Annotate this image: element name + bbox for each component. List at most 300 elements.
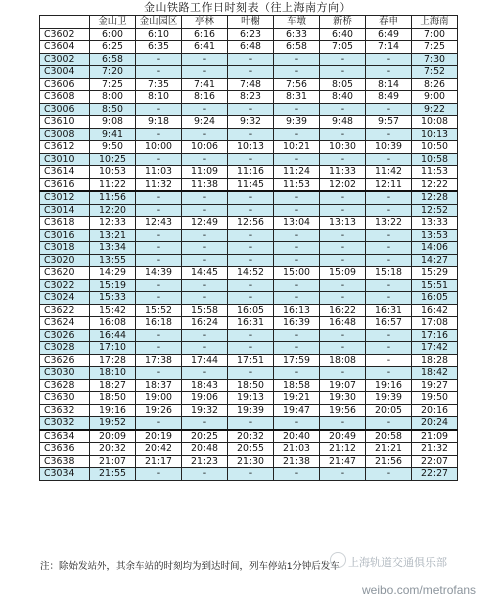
time-cell: - (182, 417, 228, 430)
time-cell: - (136, 342, 182, 355)
time-cell: - (274, 191, 320, 204)
time-cell: - (366, 204, 412, 217)
time-cell: - (366, 191, 412, 204)
table-row (40, 267, 458, 280)
time-cell: 10:58 (412, 153, 458, 166)
train-number: C3014 (40, 204, 90, 217)
time-cell: - (228, 417, 274, 430)
time-cell: 17:51 (228, 354, 274, 367)
table-row (40, 103, 458, 116)
header-station: 亭林 (182, 16, 228, 29)
time-cell: 8:10 (136, 91, 182, 104)
footnote: 注：除始发站外，其余车站的时刻均为到达时间，列车停站1分钟后发车 (40, 561, 340, 572)
time-cell: 6:41 (182, 41, 228, 54)
time-cell: 19:06 (182, 392, 228, 405)
time-cell: 11:09 (182, 166, 228, 179)
time-cell: - (182, 229, 228, 242)
time-cell: - (366, 53, 412, 66)
time-cell: 10:53 (90, 166, 136, 179)
time-cell: 7:56 (274, 78, 320, 91)
time-cell: 20:25 (182, 430, 228, 443)
table-row (40, 153, 458, 166)
time-cell: - (228, 292, 274, 305)
time-cell: 20:48 (182, 443, 228, 456)
time-cell: - (182, 329, 228, 342)
train-number: C3638 (40, 455, 90, 468)
train-number: C3006 (40, 103, 90, 116)
time-cell: 18:42 (412, 367, 458, 380)
train-number: C3010 (40, 153, 90, 166)
time-cell: 21:12 (320, 443, 366, 456)
time-cell: 22:27 (412, 468, 458, 481)
time-cell: 7:48 (228, 78, 274, 91)
table-row (40, 342, 458, 355)
time-cell: - (136, 254, 182, 267)
time-cell: - (366, 468, 412, 481)
time-cell: - (136, 468, 182, 481)
train-number: C3034 (40, 468, 90, 481)
train-number: C3026 (40, 329, 90, 342)
train-number: C3606 (40, 78, 90, 91)
time-cell: - (320, 292, 366, 305)
train-number: C3628 (40, 379, 90, 392)
time-cell: 16:05 (228, 304, 274, 317)
time-cell: 7:30 (412, 53, 458, 66)
time-cell: - (182, 292, 228, 305)
time-cell: 16:42 (412, 304, 458, 317)
time-cell: 10:50 (412, 141, 458, 154)
time-cell: 8:05 (320, 78, 366, 91)
time-cell: 16:31 (228, 317, 274, 330)
time-cell: 11:53 (274, 178, 320, 191)
time-cell: 9:00 (412, 91, 458, 104)
train-number: C3612 (40, 141, 90, 154)
time-cell: 12:43 (136, 217, 182, 230)
time-cell: 12:56 (228, 217, 274, 230)
time-cell: 15:00 (274, 267, 320, 280)
time-cell: - (366, 292, 412, 305)
time-cell: - (320, 417, 366, 430)
time-cell: 12:02 (320, 178, 366, 191)
time-cell: 20:24 (412, 417, 458, 430)
time-cell: 10:21 (274, 141, 320, 154)
time-cell: - (274, 53, 320, 66)
time-cell: - (182, 342, 228, 355)
time-cell: 21:38 (274, 455, 320, 468)
time-cell: 18:43 (182, 379, 228, 392)
time-cell: 12:33 (90, 217, 136, 230)
time-cell: - (320, 242, 366, 255)
time-cell: 19:32 (182, 404, 228, 417)
time-cell: - (366, 254, 412, 267)
time-cell: 11:24 (274, 166, 320, 179)
time-cell: - (136, 367, 182, 380)
time-cell: 11:38 (182, 178, 228, 191)
time-cell: 15:19 (90, 279, 136, 292)
time-cell: - (228, 53, 274, 66)
time-cell: - (182, 191, 228, 204)
time-cell: 18:08 (320, 354, 366, 367)
train-number: C3016 (40, 229, 90, 242)
time-cell: 15:52 (136, 304, 182, 317)
train-number: C3008 (40, 128, 90, 141)
time-cell: - (182, 279, 228, 292)
time-cell: 11:45 (228, 178, 274, 191)
time-cell: 21:32 (412, 443, 458, 456)
time-cell: - (320, 367, 366, 380)
time-cell: - (182, 103, 228, 116)
train-number: C3630 (40, 392, 90, 405)
time-cell: 6:25 (90, 41, 136, 54)
header-station: 新桥 (320, 16, 366, 29)
table-row (40, 141, 458, 154)
time-cell: 13:21 (90, 229, 136, 242)
time-cell: - (136, 66, 182, 79)
time-cell: 13:55 (90, 254, 136, 267)
table-row (40, 304, 458, 317)
time-cell: - (228, 367, 274, 380)
table-row (40, 66, 458, 79)
time-cell: 15:18 (366, 267, 412, 280)
time-cell: - (320, 204, 366, 217)
header-station: 叶榭 (228, 16, 274, 29)
table-row (40, 404, 458, 417)
time-cell: 20:05 (366, 404, 412, 417)
table-row (40, 78, 458, 91)
time-cell: 20:19 (136, 430, 182, 443)
time-cell: - (320, 279, 366, 292)
time-cell: 17:42 (412, 342, 458, 355)
time-cell: 7:35 (136, 78, 182, 91)
time-cell: 14:27 (412, 254, 458, 267)
header-station: 春申 (366, 16, 412, 29)
time-cell: 13:13 (320, 217, 366, 230)
time-cell: 6:58 (90, 53, 136, 66)
table-row (40, 91, 458, 104)
time-cell: 14:06 (412, 242, 458, 255)
time-cell: 10:25 (90, 153, 136, 166)
time-cell: 6:58 (274, 41, 320, 54)
time-cell: - (228, 329, 274, 342)
time-cell: 11:32 (136, 178, 182, 191)
header-row (40, 16, 458, 29)
time-cell: - (274, 292, 320, 305)
time-cell: 12:20 (90, 204, 136, 217)
time-cell: - (228, 468, 274, 481)
time-cell: 16:44 (90, 329, 136, 342)
train-number: C3012 (40, 191, 90, 204)
time-cell: - (136, 153, 182, 166)
time-cell: - (228, 242, 274, 255)
time-cell: 13:33 (412, 217, 458, 230)
time-cell: - (274, 204, 320, 217)
time-cell: - (182, 53, 228, 66)
time-cell: - (274, 342, 320, 355)
time-cell: 8:14 (366, 78, 412, 91)
time-cell: - (274, 468, 320, 481)
time-cell: - (182, 254, 228, 267)
time-cell: 18:50 (228, 379, 274, 392)
time-cell: - (320, 66, 366, 79)
table-row (40, 229, 458, 242)
time-cell: 9:48 (320, 116, 366, 129)
time-cell: - (228, 128, 274, 141)
time-cell: 20:32 (228, 430, 274, 443)
train-number: C3022 (40, 279, 90, 292)
train-number: C3030 (40, 367, 90, 380)
time-cell: 7:25 (90, 78, 136, 91)
time-cell: 15:42 (90, 304, 136, 317)
train-number: C3608 (40, 91, 90, 104)
time-cell: - (182, 128, 228, 141)
time-cell: 12:11 (366, 178, 412, 191)
time-cell: - (228, 254, 274, 267)
time-cell: - (274, 153, 320, 166)
time-cell: 13:34 (90, 242, 136, 255)
table-row (40, 292, 458, 305)
table-row (40, 178, 458, 191)
time-cell: 15:33 (90, 292, 136, 305)
table-row (40, 417, 458, 430)
time-cell: 7:41 (182, 78, 228, 91)
time-cell: 18:28 (412, 354, 458, 367)
time-cell: 16:48 (320, 317, 366, 330)
time-cell: 19:26 (136, 404, 182, 417)
time-cell: - (182, 367, 228, 380)
time-cell: 10:08 (412, 116, 458, 129)
time-cell: - (274, 367, 320, 380)
table-row (40, 166, 458, 179)
time-cell: 11:22 (90, 178, 136, 191)
time-cell: 12:28 (412, 191, 458, 204)
time-cell: - (136, 279, 182, 292)
time-cell: 19:39 (228, 404, 274, 417)
time-cell: 21:03 (274, 443, 320, 456)
timetable-body (40, 28, 458, 480)
time-cell: - (274, 229, 320, 242)
time-cell: - (228, 153, 274, 166)
time-cell: - (228, 229, 274, 242)
time-cell: 10:13 (412, 128, 458, 141)
timetable-table (39, 15, 458, 481)
table-row (40, 379, 458, 392)
time-cell: 11:16 (228, 166, 274, 179)
time-cell: 7:52 (412, 66, 458, 79)
time-cell: 10:00 (136, 141, 182, 154)
time-cell: 18:37 (136, 379, 182, 392)
time-cell: 16:18 (136, 317, 182, 330)
time-cell: - (366, 417, 412, 430)
train-number: C3624 (40, 317, 90, 330)
time-cell: - (136, 417, 182, 430)
time-cell: - (274, 254, 320, 267)
time-cell: - (136, 329, 182, 342)
time-cell: 21:30 (228, 455, 274, 468)
train-number: C3032 (40, 417, 90, 430)
weibo-icon (330, 552, 346, 568)
time-cell: - (366, 153, 412, 166)
time-cell: 16:57 (366, 317, 412, 330)
time-cell: - (274, 329, 320, 342)
time-cell: 17:44 (182, 354, 228, 367)
time-cell: - (182, 242, 228, 255)
time-cell: 7:00 (412, 28, 458, 41)
table-row (40, 254, 458, 267)
time-cell: 7:20 (90, 66, 136, 79)
time-cell: 19:07 (320, 379, 366, 392)
time-cell: - (136, 229, 182, 242)
time-cell: 21:21 (366, 443, 412, 456)
time-cell: 17:16 (412, 329, 458, 342)
time-cell: - (366, 103, 412, 116)
time-cell: 17:59 (274, 354, 320, 367)
time-cell: 6:35 (136, 41, 182, 54)
time-cell: - (228, 342, 274, 355)
table-row (40, 329, 458, 342)
time-cell: 11:33 (320, 166, 366, 179)
time-cell: 19:52 (90, 417, 136, 430)
time-cell: - (320, 128, 366, 141)
time-cell: 15:29 (412, 267, 458, 280)
time-cell: 6:23 (228, 28, 274, 41)
time-cell: 16:13 (274, 304, 320, 317)
time-cell: 9:50 (90, 141, 136, 154)
time-cell: 13:04 (274, 217, 320, 230)
time-cell: 16:05 (412, 292, 458, 305)
time-cell: 12:52 (412, 204, 458, 217)
table-row (40, 217, 458, 230)
time-cell: - (136, 103, 182, 116)
time-cell: - (274, 279, 320, 292)
time-cell: 21:47 (320, 455, 366, 468)
time-cell: 11:56 (90, 191, 136, 204)
time-cell: - (136, 242, 182, 255)
watermark-url: weibo.com/metrofans (362, 583, 477, 597)
time-cell: 10:13 (228, 141, 274, 154)
time-cell: - (320, 53, 366, 66)
timetable-title: 金山铁路工作日时刻表（往上海南方向） (144, 2, 351, 14)
time-cell: 9:08 (90, 116, 136, 129)
train-number: C3604 (40, 41, 90, 54)
time-cell: 7:05 (320, 41, 366, 54)
time-cell: 19:50 (412, 392, 458, 405)
time-cell: - (136, 128, 182, 141)
header-station: 上海南 (412, 16, 458, 29)
time-cell: 7:25 (412, 41, 458, 54)
time-cell: 17:10 (90, 342, 136, 355)
time-cell: - (228, 103, 274, 116)
time-cell: 21:56 (366, 455, 412, 468)
time-cell: 20:58 (366, 430, 412, 443)
header-station: 金山园区 (136, 16, 182, 29)
train-number: C3020 (40, 254, 90, 267)
time-cell: 14:29 (90, 267, 136, 280)
time-cell: - (320, 191, 366, 204)
table-row (40, 354, 458, 367)
time-cell: - (320, 153, 366, 166)
header-station: 金山卫 (90, 16, 136, 29)
time-cell: - (274, 128, 320, 141)
table-row (40, 392, 458, 405)
time-cell: - (274, 66, 320, 79)
time-cell: 6:49 (366, 28, 412, 41)
table-row (40, 242, 458, 255)
time-cell: 22:07 (412, 455, 458, 468)
time-cell: 13:22 (366, 217, 412, 230)
time-cell: 9:32 (228, 116, 274, 129)
time-cell: 19:30 (320, 392, 366, 405)
time-cell: 6:33 (274, 28, 320, 41)
time-cell: 11:03 (136, 166, 182, 179)
time-cell: 17:08 (412, 317, 458, 330)
time-cell: 19:47 (274, 404, 320, 417)
table-row (40, 128, 458, 141)
time-cell: 20:32 (90, 443, 136, 456)
time-cell: 21:55 (90, 468, 136, 481)
time-cell: 19:16 (90, 404, 136, 417)
train-number: C3002 (40, 53, 90, 66)
time-cell: 16:39 (274, 317, 320, 330)
time-cell: 10:30 (320, 141, 366, 154)
time-cell: - (228, 279, 274, 292)
time-cell: - (136, 204, 182, 217)
time-cell: 19:00 (136, 392, 182, 405)
watermark-club: 上海轨道交通俱乐部 (348, 557, 447, 569)
train-number: C3004 (40, 66, 90, 79)
time-cell: - (366, 66, 412, 79)
table-row (40, 28, 458, 41)
time-cell: - (136, 292, 182, 305)
table-row (40, 204, 458, 217)
time-cell: 8:50 (90, 103, 136, 116)
time-cell: 9:22 (412, 103, 458, 116)
time-cell: 9:41 (90, 128, 136, 141)
time-cell: 18:50 (90, 392, 136, 405)
time-cell: 14:52 (228, 267, 274, 280)
time-cell: 8:31 (274, 91, 320, 104)
time-cell: 6:00 (90, 28, 136, 41)
train-number: C3620 (40, 267, 90, 280)
time-cell: 8:16 (182, 91, 228, 104)
time-cell: 8:40 (320, 91, 366, 104)
time-cell: 20:42 (136, 443, 182, 456)
time-cell: - (320, 329, 366, 342)
time-cell: 16:22 (320, 304, 366, 317)
time-cell: 13:53 (412, 229, 458, 242)
time-cell: - (366, 354, 412, 367)
time-cell: 19:39 (366, 392, 412, 405)
train-number: C3636 (40, 443, 90, 456)
time-cell: 6:16 (182, 28, 228, 41)
time-cell: 21:09 (412, 430, 458, 443)
time-cell: - (366, 279, 412, 292)
time-cell: 8:26 (412, 78, 458, 91)
time-cell: - (228, 66, 274, 79)
time-cell: - (228, 191, 274, 204)
time-cell: - (366, 242, 412, 255)
time-cell: - (182, 204, 228, 217)
time-cell: 15:51 (412, 279, 458, 292)
table-row (40, 191, 458, 204)
train-number: C3018 (40, 242, 90, 255)
train-number: C3622 (40, 304, 90, 317)
time-cell: 6:10 (136, 28, 182, 41)
time-cell: 21:17 (136, 455, 182, 468)
time-cell: 18:27 (90, 379, 136, 392)
time-cell: 14:45 (182, 267, 228, 280)
time-cell: 6:48 (228, 41, 274, 54)
time-cell: 20:55 (228, 443, 274, 456)
